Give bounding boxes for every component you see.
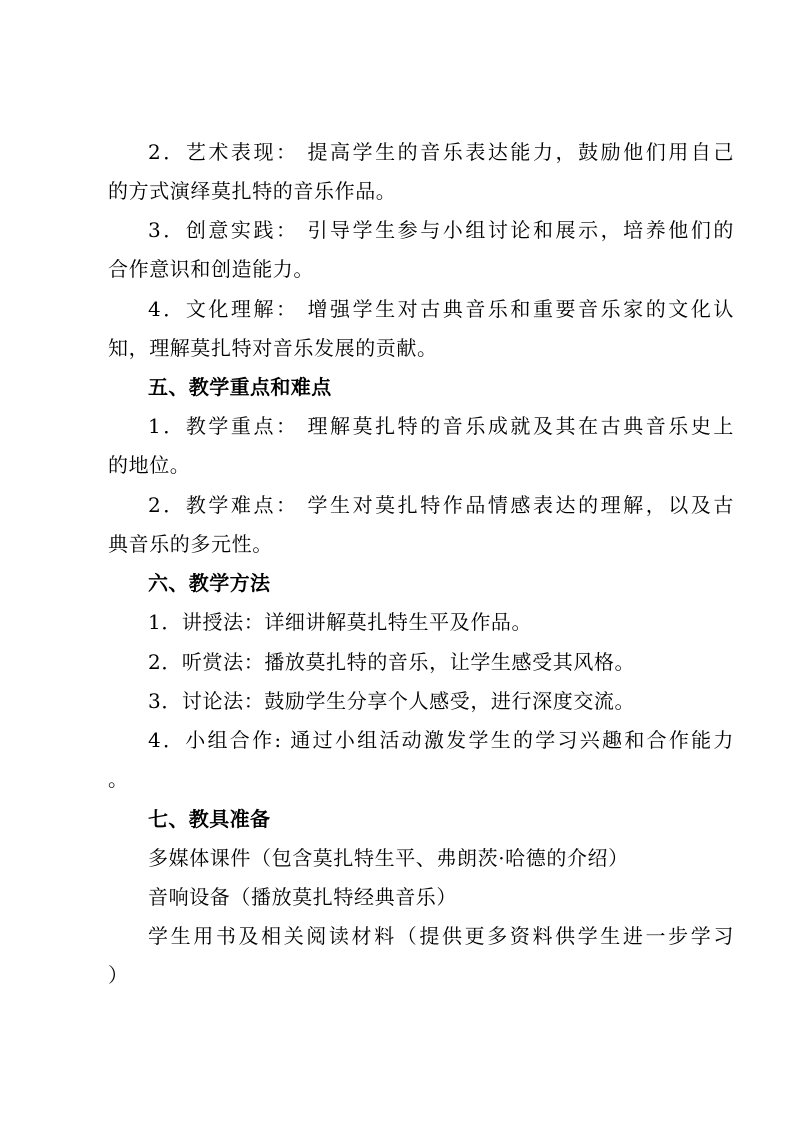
difficulty-item-line2: 典音乐的多元性。 (108, 532, 273, 556)
method-item-group-work-line1: 4．小组合作: 通过小组活动激发学生的学习兴趣和合作能力 (148, 728, 734, 752)
cultural-understanding-item-line2: 知，理解莫扎特对音乐发展的贡献。 (108, 336, 438, 360)
key-point-item-line1: 1．教学重点： 理解莫扎特的音乐成就及其在古典音乐史上 (148, 414, 734, 438)
aid-item-books-line1: 学生用书及相关阅读材料（提供更多资料供学生进一步学习 (148, 924, 734, 948)
method-item-group-work-line2: 。 (108, 767, 129, 791)
creative-practice-item-line1: 3．创意实践： 引导学生参与小组讨论和展示，培养他们的 (148, 218, 734, 242)
creative-practice-item-line2: 合作意识和创造能力。 (108, 257, 314, 281)
section-heading-teaching-aids: 七、教具准备 (148, 807, 271, 831)
aid-item-audio: 音响设备（播放莫扎特经典音乐） (148, 885, 457, 909)
section-heading-teaching-methods: 六、教学方法 (148, 571, 271, 595)
section-heading-key-points: 五、教学重点和难点 (148, 375, 332, 399)
aid-item-multimedia: 多媒体课件（包含莫扎特生平、弗朗茨·哈德的介绍） (148, 846, 629, 870)
key-point-item-line2: 的地位。 (108, 453, 191, 477)
method-item-listening: 2．听赏法：播放莫扎特的音乐，让学生感受其风格。 (148, 650, 636, 674)
method-item-discussion: 3．讨论法：鼓励学生分享个人感受，进行深度交流。 (148, 689, 636, 713)
art-expression-item-line2: 的方式演绎莫扎特的音乐作品。 (108, 179, 397, 203)
method-item-lecture: 1．讲授法：详细讲解莫扎特生平及作品。 (148, 610, 533, 634)
cultural-understanding-item-line1: 4．文化理解： 增强学生对古典音乐和重要音乐家的文化认 (148, 297, 734, 321)
aid-item-books-line2: ） (108, 963, 129, 987)
art-expression-item-line1: 2．艺术表现： 提高学生的音乐表达能力，鼓励他们用自己 (148, 140, 734, 164)
difficulty-item-line1: 2．教学难点： 学生对莫扎特作品情感表达的理解，以及古 (148, 493, 734, 517)
